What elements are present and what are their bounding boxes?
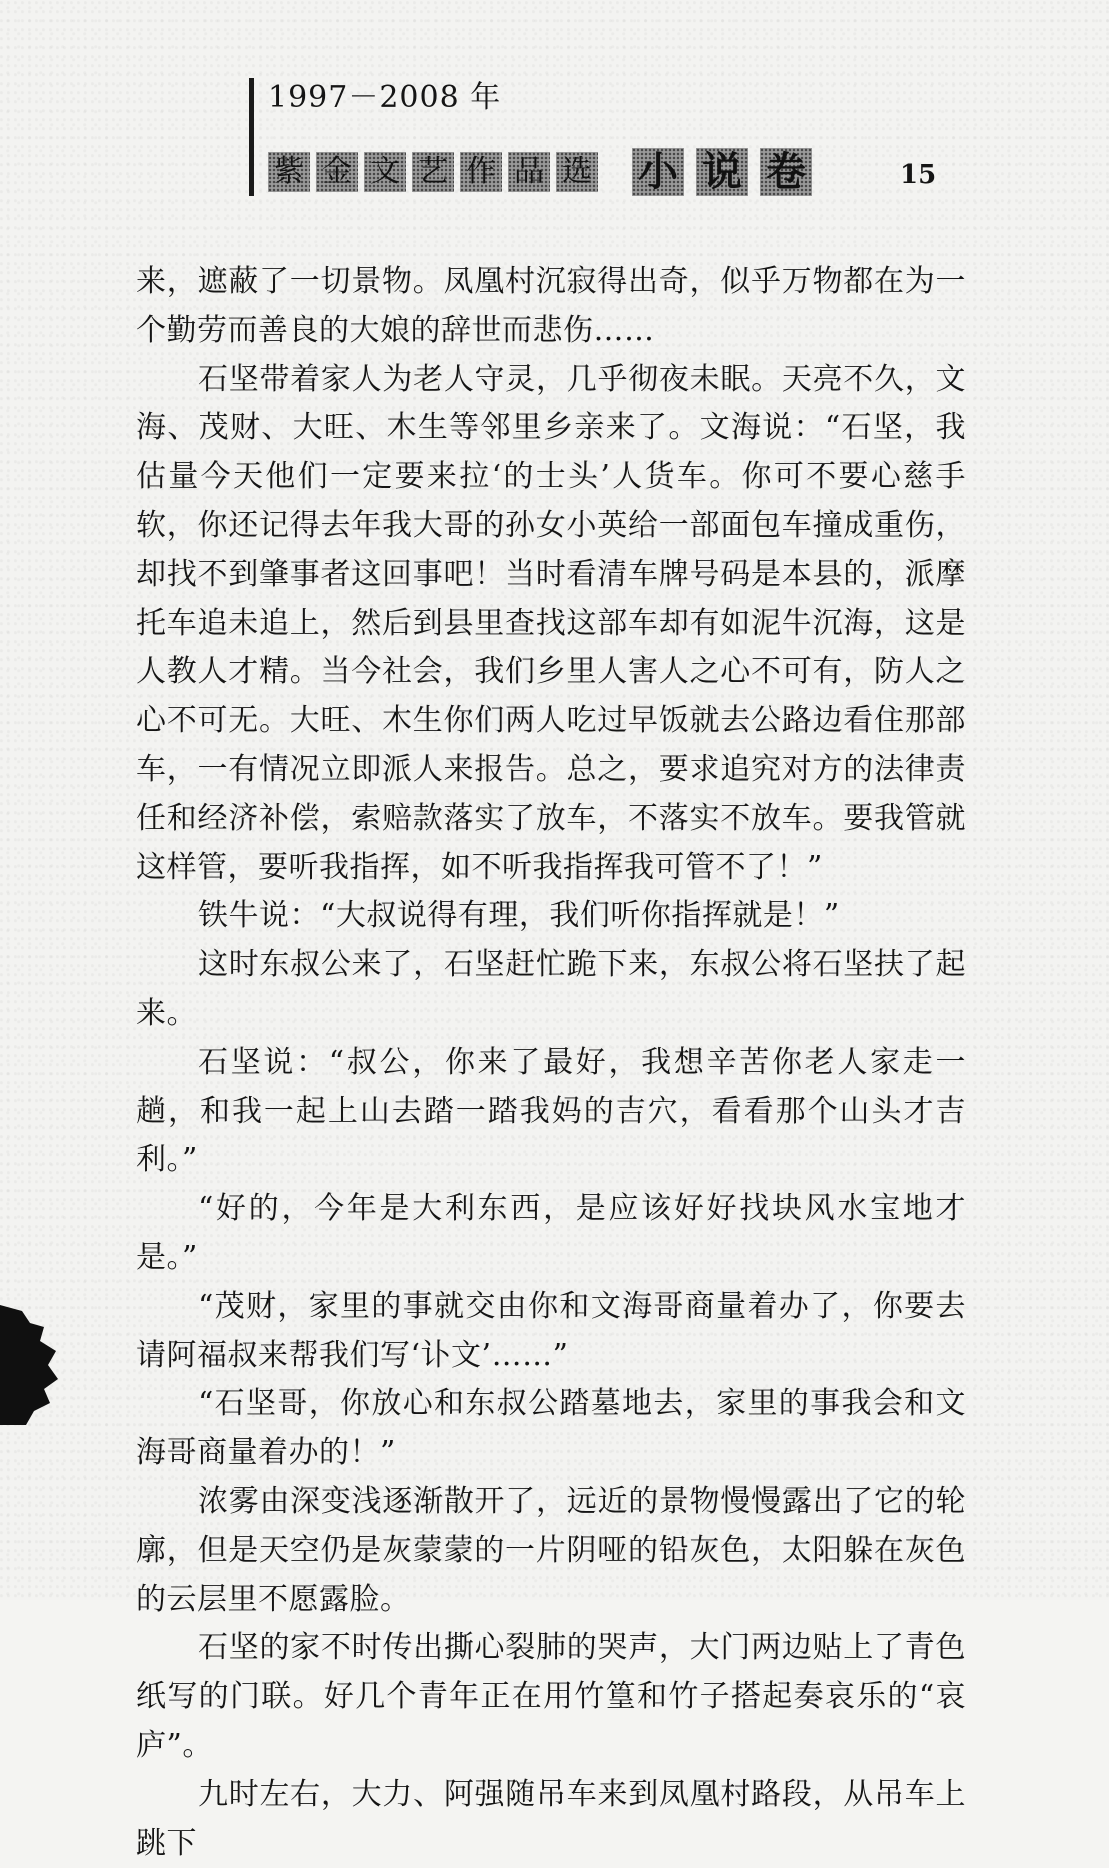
series-sub-char: 小 (632, 148, 684, 196)
series-main-char: 文 (364, 152, 406, 192)
paragraph: 这时东叔公来了，石坚赶忙跪下来，东叔公将石坚扶了起来。 (136, 947, 966, 1031)
torn-edge-mark (0, 1305, 62, 1425)
series-main-char: 金 (316, 152, 358, 192)
series-title (268, 148, 812, 196)
paragraph: 石坚的家不时传出撕心裂肺的哭声，大门两边贴上了青色纸写的门联。好几个青年正在用竹篁和竹子搭起奏哀乐的“哀庐”。 (136, 1630, 966, 1763)
paragraph: 石坚说：“叔公，你来了最好，我想辛苦你老人家走一趟，和我一起上山去踏一踏我妈的吉穴，看看那个山头才吉利。” (136, 1044, 966, 1178)
series-main-char: 紫 (268, 152, 310, 192)
body-text (136, 258, 966, 1868)
header-year-range: 1997－2008 年 (268, 80, 502, 115)
series-main-char: 作 (460, 152, 502, 192)
paragraph: 铁牛说：“大叔说得有理，我们听你指挥就是！” (198, 898, 840, 934)
paragraph: 石坚带着家人为老人守灵，几乎彻夜未眠。天亮不久，文海、茂财、大旺、木生等邻里乡亲来了。文海说：“石坚，我估量今天他们一定要来拉‘的士头’人货车。你可不要心慈手软，你还记得去年我大哥的孙女小英给一部面包车撞成重伤，却找不到肇事者这回事吧！当时看清车牌号码是本县的，派摩托车追未追上，然后到县里查找这部车却有如泥牛沉海，这是人教人才精。当今社会，我们乡里人害人之心不可有，防人之心不可无。大旺、木生你们两人吃过早饭就去公路边看住那部车，一有情况立即派人来报告。总之，要求追究对方的法律责任和经济补偿，索赔款落实了放车，不落实不放车。要我管就这样管，要听我指挥，如不听我指挥我可管不了！” (136, 361, 966, 885)
series-sub-char: 卷 (760, 148, 812, 196)
paragraph: “石坚哥，你放心和东叔公踏墓地去，家里的事我会和文海哥商量着办的！” (136, 1386, 966, 1471)
page-number: 15 (900, 160, 937, 190)
series-main-char: 选 (556, 152, 598, 192)
paragraph: 九时左右，大力、阿强随吊车来到凤凰村路段，从吊车上跳下 (136, 1776, 966, 1861)
series-sub-char: 说 (696, 148, 748, 196)
series-volume-title (632, 148, 812, 196)
header-vertical-rule (249, 78, 254, 196)
series-main-char: 品 (508, 152, 550, 192)
series-main-char: 艺 (412, 152, 454, 192)
series-main-title (268, 152, 598, 192)
paragraph: “好的，今年是大利东西，是应该好好找块风水宝地才是。” (136, 1191, 966, 1275)
paragraph: 浓雾由深变浅逐渐散开了，远近的景物慢慢露出了它的轮廓，但是天空仍是灰蒙蒙的一片阴哑的铅灰色，太阳躲在灰色的云层里不愿露脸。 (136, 1483, 966, 1617)
paragraph: “茂财，家里的事就交由你和文海哥商量着办了，你要去请阿福叔来帮我们写‘讣文’……” (136, 1288, 966, 1373)
paragraph: 来，遮蔽了一切景物。凤凰村沉寂得出奇，似乎万物都在为一个勤劳而善良的大娘的辞世而悲伤…… (136, 264, 966, 348)
